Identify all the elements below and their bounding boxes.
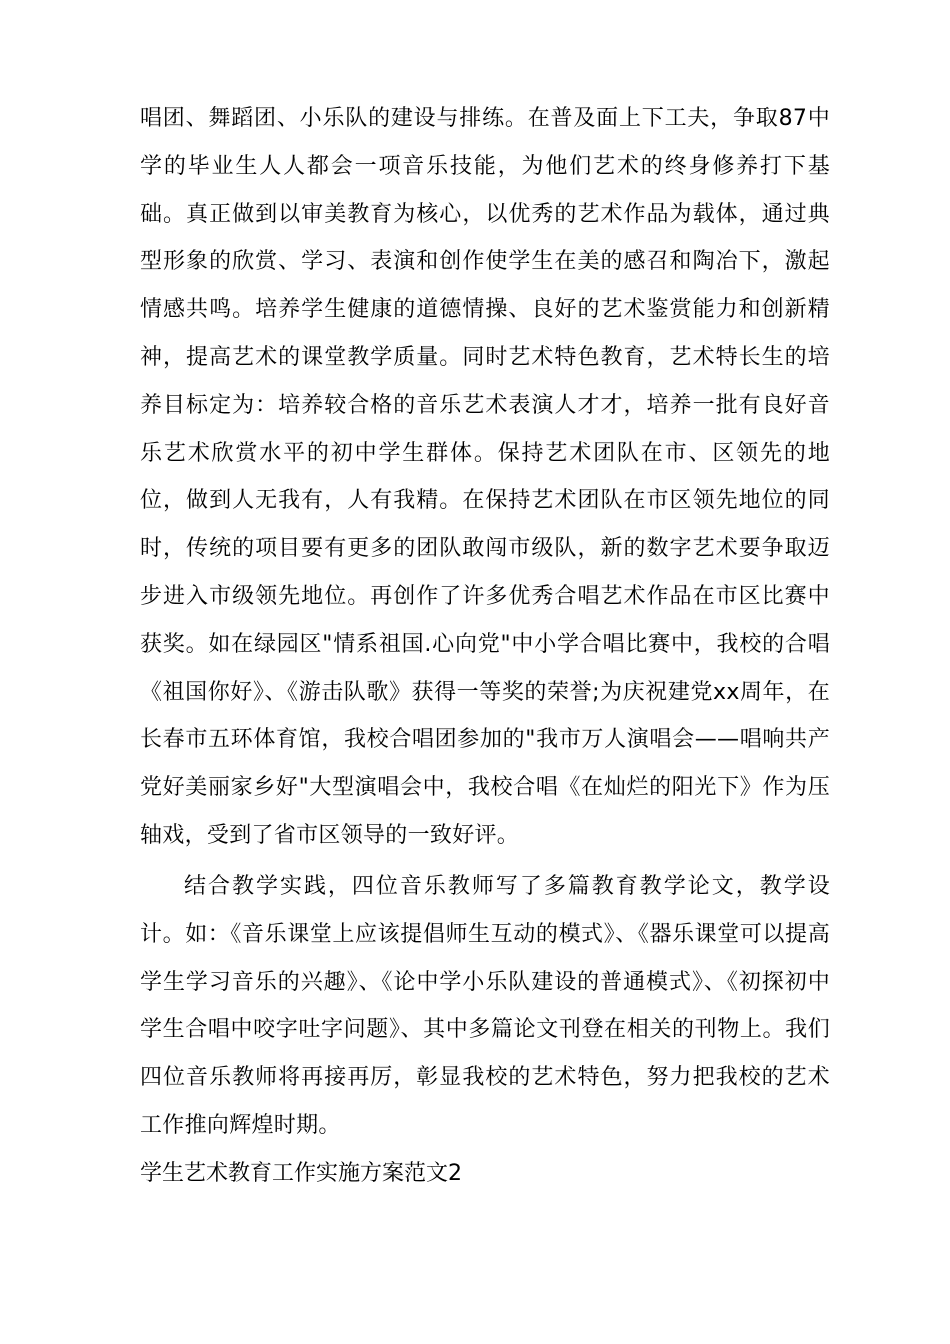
body-paragraph-2: 结合教学实践，四位音乐教师写了多篇教育教学论文，教学设计。如：《音乐课堂上应该提倡师生互动的模式》、《器乐课堂可以提高学生学习音乐的兴趣》、《论中学小乐队建设的普通模式》、《初探初中学生合唱中咬字吐字问题》、其中多篇论文刊登在相关的刊物上。我们四位音乐教师将再接再厉，彰显我校的艺术特色，努力把我校的艺术工作推向辉煌时期。 (140, 874, 830, 1138)
body-paragraph-1: 唱团、舞蹈团、小乐队的建设与排练。在普及面上下工夫，争取87中学的毕业生人人都会一项音乐技能，为他们艺术的终身修养打下基础。真正做到以审美教育为核心，以优秀的艺术作品为载体，通过典型形象的欣赏、学习、表演和创作使学生在美的感召和陶冶下，激起情感共鸣。培养学生健康的道德情操、良好的艺术鉴赏能力和创新精神，提高艺术的课堂教学质量。同时艺术特色教育，艺术特长生的培养目标定为：培养较合格的音乐艺术表演人才才，培养一批有良好音乐艺术欣赏水平的初中学生群体。保持艺术团队在市、区领先的地位，做到人无我有，人有我精。在保持艺术团队在市区领先地位的同时，传统的项目要有更多的团队敢闯市级队，新的数字艺术要争取迈步进入市级领先地位。再创作了许多优秀合唱艺术作品在市区比赛中获奖。如在绿园区"情系祖国.心向党"中小学合唱比赛中，我校的合唱《祖国你好》、《游击队歌》获得一等奖的荣誉;为庆祝建党xx周年，在长春市五环体育馆，我校合唱团参加的"我市万人演唱会——唱响共产党好美丽家乡好"大型演唱会中，我校合唱《在灿烂的阳光下》作为压轴戏，受到了省市区领导的一致好评。 (140, 106, 830, 848)
section-heading: 学生艺术教育工作实施方案范文2 (140, 1161, 462, 1186)
